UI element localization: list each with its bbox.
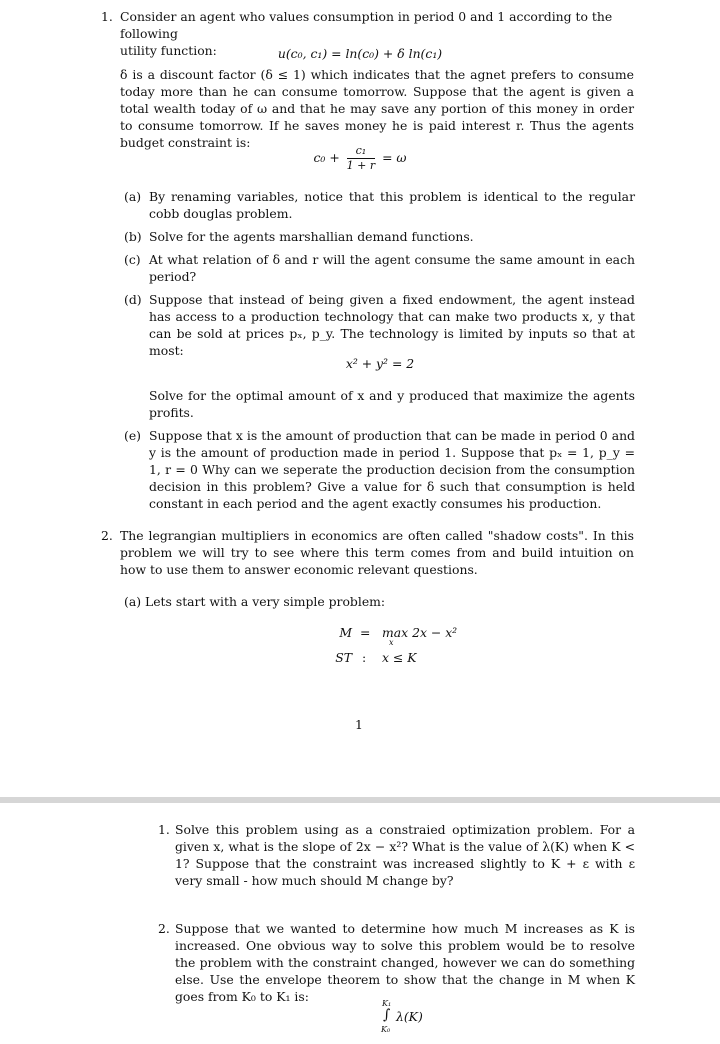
eq-operator: = bbox=[360, 625, 371, 640]
part-label: (b) bbox=[124, 229, 142, 244]
part-label: (a) bbox=[124, 189, 142, 204]
part-label: (d) bbox=[124, 292, 142, 307]
budget-rhs: = ω bbox=[382, 150, 407, 165]
part-d-followup: Solve for the optimal amount of x and y produced that maximize the agents profits. bbox=[149, 388, 635, 420]
integral-sign: ∫ bbox=[383, 1007, 391, 1023]
max-subscript: x bbox=[389, 638, 394, 647]
intro-line: utility function: bbox=[120, 43, 217, 58]
part-e-text: Suppose that x is the amount of production that can be made in period 0 and y is the amount of production made in period 1. Suppose that pₓ = 1, p_y = 1, r = 0 Why can we seperate the production decision from the consumption decision in this problem? Give a value for δ such that consumption is held constant in each period and the agent exactly consumes his production. bbox=[149, 428, 635, 511]
part-d-text: Suppose that instead of being given a fixed endowment, the agent instead has access to a production technology that can make two products x, y that can be sold at prices pₓ, p_y. The technology is limited by inputs so that at most: bbox=[149, 292, 635, 358]
eq-lhs-m: M bbox=[339, 625, 352, 640]
eq-lhs-st: ST bbox=[335, 650, 352, 665]
document-page-2 bbox=[0, 803, 720, 1044]
budget-lhs: c₀ + bbox=[313, 150, 340, 165]
description-text: δ is a discount factor (δ ≤ 1) which indicates that the agnet prefers to consume today more than he can consume tomorrow. Suppose that the agent is given a total wealth today of ω and that he may save any portion of this money in order to consume tomorrow. If he saves money he is paid interest r. Thus the agents budget constraint is: bbox=[120, 67, 634, 150]
part-label: (c) bbox=[124, 252, 141, 267]
part-b-text: Solve for the agents marshallian demand functions. bbox=[149, 229, 474, 244]
item-2-text: Suppose that we wanted to determine how much M increases as K is increased. One obvious way to solve this problem would be to resolve the problem with the constraint changed, however we can do something else. Use the envelope theorem to show that the change in M when K goes from K₀ to K₁ is: bbox=[175, 921, 635, 1004]
part-a-heading: (a) Lets start with a very simple problem: bbox=[124, 594, 386, 609]
fraction-denominator: 1 + r bbox=[346, 159, 376, 172]
item-number: 1. bbox=[158, 822, 170, 837]
question-number: 2. bbox=[101, 528, 113, 543]
question-2-paragraph: The legrangian multipliers in economics are often called "shadow costs". In this problem we will try to see where this term comes from and build intuition on how to use them to answer economic relevant questions. bbox=[120, 528, 634, 577]
fraction-numerator: c₁ bbox=[347, 144, 375, 159]
budget-fraction bbox=[347, 144, 375, 173]
integral-upper-bound: K₁ bbox=[382, 999, 392, 1008]
part-c-text: At what relation of δ and r will the agent consume the same amount in each period? bbox=[149, 252, 635, 284]
intro-line: Consider an agent who values consumption in period 0 and 1 according to the following bbox=[120, 9, 613, 41]
technology-constraint-equation: x² + y² = 2 bbox=[345, 356, 415, 371]
part-label: (e) bbox=[124, 428, 142, 443]
page-number: 1 bbox=[355, 717, 363, 732]
integral-body: λ(K) bbox=[396, 1009, 423, 1024]
eq-operator: : bbox=[362, 650, 367, 665]
part-a-text: By renaming variables, notice that this problem is identical to the regular cobb douglas problem. bbox=[149, 189, 635, 221]
question-number: 1. bbox=[101, 9, 113, 24]
item-1-text: Solve this problem using as a constraied optimization problem. For a given x, what is the slope of 2x − x²? What is the value of λ(K) when K < 1? Suppose that the constraint was increased slightly to K + ε with ε very small - how much should M change by? bbox=[175, 822, 635, 888]
budget-constraint-equation bbox=[0, 144, 720, 173]
utility-equation: u(c₀, c₁) = ln(c₀) + δ ln(c₁) bbox=[277, 46, 443, 61]
eq-objective: max 2x − x² bbox=[382, 625, 458, 640]
integral-lower-bound: K₀ bbox=[381, 1025, 391, 1034]
eq-constraint: x ≤ K bbox=[382, 650, 417, 665]
question-description bbox=[120, 66, 634, 151]
item-number: 2. bbox=[158, 921, 170, 936]
question-2-text bbox=[120, 527, 634, 578]
